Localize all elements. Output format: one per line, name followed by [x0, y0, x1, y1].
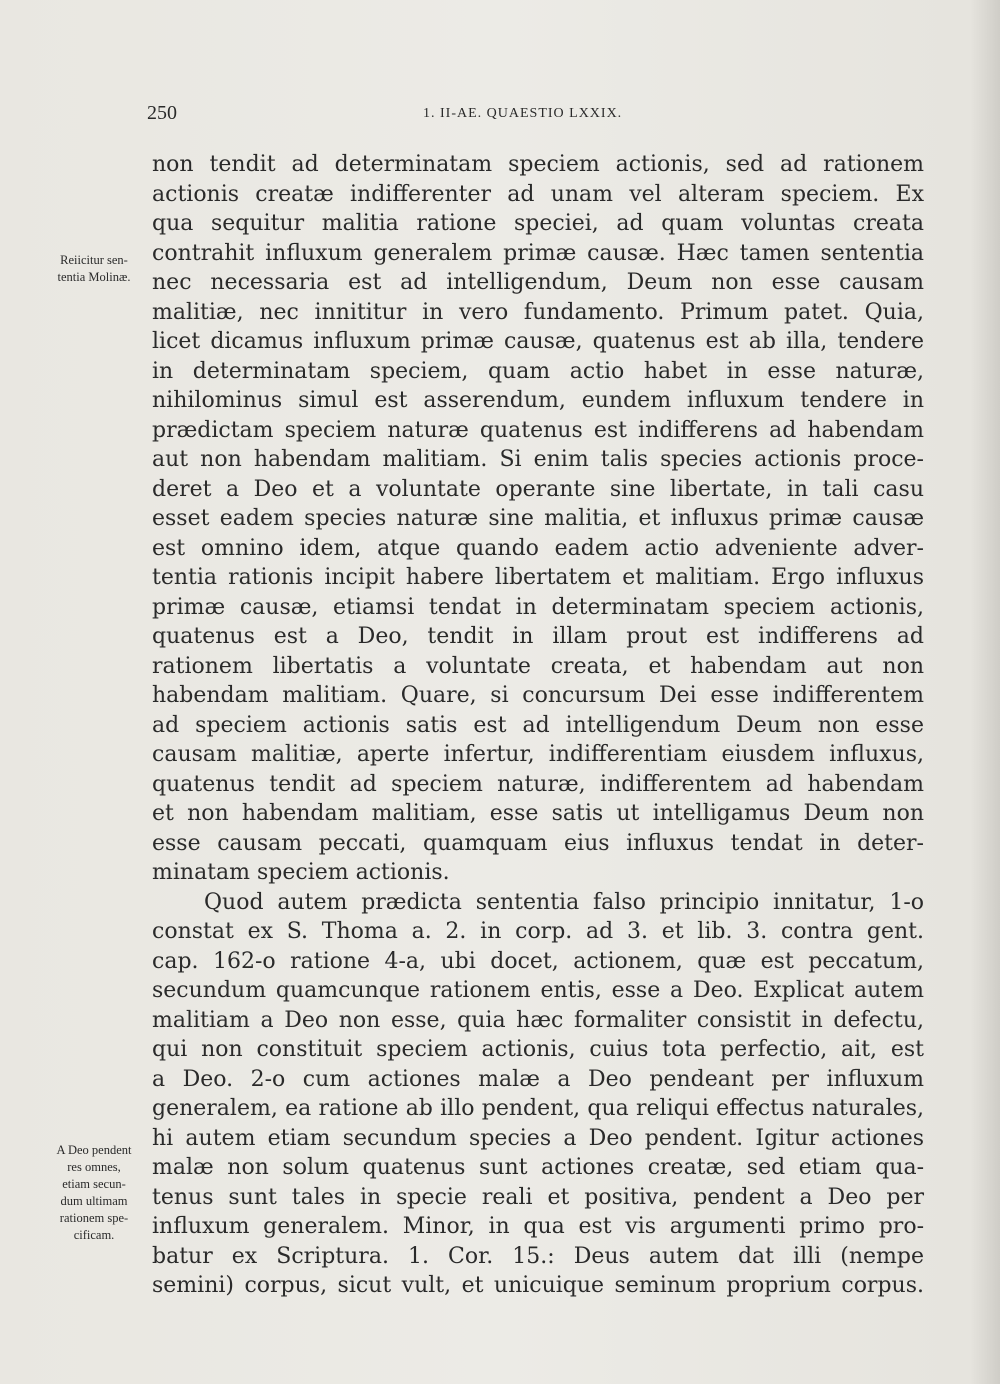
- text-line: contrahit influxum generalem primæ causæ. Hæc tamen sententia: [152, 240, 924, 266]
- text-line: prædictam speciem naturæ quatenus est indifferens ad habendam: [152, 417, 924, 443]
- text-line: Quod autem prædicta sententia falso principio innitatur, 1-o: [204, 889, 924, 915]
- text-line: batur ex Scriptura. 1. Cor. 15.: Deus autem dat illi (nempe: [152, 1243, 924, 1269]
- text-line: causam malitiæ, aperte infertur, indifferentiam eiusdem influxus,: [152, 742, 924, 767]
- text-line: influxum generalem. Minor, in qua est vis argumenti primo pro-: [152, 1214, 924, 1239]
- margin-note-line: Reiicitur sen-: [60, 253, 128, 267]
- margin-note-line: res omnes,: [67, 1160, 121, 1174]
- text-line: non tendit ad determinatam speciem actionis, sed ad rationem: [152, 152, 924, 177]
- text-line: est omnino idem, atque quando eadem actio adveniente adver-: [152, 535, 924, 561]
- margin-note: [33, 252, 155, 286]
- body-text: [152, 150, 924, 1301]
- text-line: esset eadem species naturæ sine malitia, et influxus primæ causæ: [152, 506, 924, 531]
- text-line: primæ causæ, etiamsi tendat in determinatam speciem actionis,: [152, 594, 924, 620]
- text-line: rationem libertatis a voluntate creata, et habendam aut non: [152, 653, 924, 679]
- text-line: deret a Deo et a voluntate operante sine libertate, in tali casu: [152, 476, 924, 502]
- text-line: a Deo. 2-o cum actiones malæ a Deo pendeant per influxum: [152, 1066, 924, 1092]
- margin-note: [33, 1142, 155, 1244]
- text-line: esse causam peccati, quamquam eius influxus tendat in deter-: [152, 830, 924, 856]
- text-line: nihilominus simul est asserendum, eundem influxum tendere in: [152, 388, 924, 413]
- text-line: et non habendam malitiam, esse satis ut intelligamus Deum non: [152, 801, 924, 826]
- text-line: quatenus tendit ad speciem naturæ, indifferentem ad habendam: [152, 771, 924, 797]
- text-line: quatenus est a Deo, tendit in illam prout est indifferens ad: [152, 624, 924, 649]
- text-line: tentia rationis incipit habere libertatem et malitiam. Ergo influxus: [152, 565, 924, 590]
- text-line: minatam speciem actionis.: [152, 860, 450, 885]
- text-line: generalem, ea ratione ab illo pendent, qua reliqui effectus naturales,: [152, 1096, 924, 1121]
- text-line: qua sequitur malitia ratione speciei, ad quam voluntas creata: [152, 211, 924, 236]
- text-line: in determinatam speciem, quam actio habet in esse naturæ,: [152, 358, 924, 384]
- text-line: malitiæ, nec innititur in vero fundamento. Primum patet. Quia,: [152, 299, 924, 325]
- text-line: semini) corpus, sicut vult, et unicuique seminum proprium corpus.: [152, 1273, 924, 1298]
- margin-note-line: etiam secun-: [62, 1177, 126, 1191]
- text-line: nec necessaria est ad intelligendum, Deum non esse causam: [152, 270, 924, 295]
- text-line: constat ex S. Thoma a. 2. in corp. ad 3. et lib. 3. contra gent.: [152, 919, 924, 944]
- text-line: malæ non solum quatenus sunt actiones creatæ, sed etiam qua-: [152, 1155, 924, 1180]
- margin-note-line: tentia Molinæ.: [57, 270, 131, 284]
- margin-note-line: A Deo pendent: [56, 1143, 132, 1157]
- text-line: cap. 162-o ratione 4-a, ubi docet, actionem, quæ est peccatum,: [152, 948, 924, 974]
- margin-note-line: dum ultimam: [60, 1194, 128, 1208]
- text-line: habendam malitiam. Quare, si concursum Dei esse indifferentem: [152, 683, 924, 708]
- text-line: qui non constituit speciem actionis, cuius tota perfectio, ait, est: [152, 1037, 924, 1062]
- text-line: secundum quamcunque rationem entis, esse a Deo. Explicat autem: [152, 978, 924, 1003]
- text-line: ad speciem actionis satis est ad intelligendum Deum non esse: [152, 712, 924, 738]
- page-number: 250: [147, 102, 177, 124]
- page-header: [147, 102, 927, 130]
- text-line: aut non habendam malitiam. Si enim talis species actionis proce-: [152, 447, 924, 472]
- text-line: tenus sunt tales in specie reali et positiva, pendent a Deo per: [152, 1184, 924, 1210]
- margin-note-line: rationem spe-: [59, 1211, 129, 1225]
- text-line: hi autem etiam secundum species a Deo pendent. Igitur actiones: [152, 1125, 924, 1151]
- text-line: actionis creatæ indifferenter ad unam vel alteram speciem. Ex: [152, 181, 924, 207]
- text-line: licet dicamus influxum primæ causæ, quatenus est ab illa, tendere: [152, 329, 924, 354]
- margin-note-line: cificam.: [73, 1228, 115, 1242]
- text-line: malitiam a Deo non esse, quia hæc formaliter consistit in defectu,: [152, 1007, 924, 1033]
- running-head: 1. II-AE. QUAESTIO LXXIX.: [423, 106, 623, 121]
